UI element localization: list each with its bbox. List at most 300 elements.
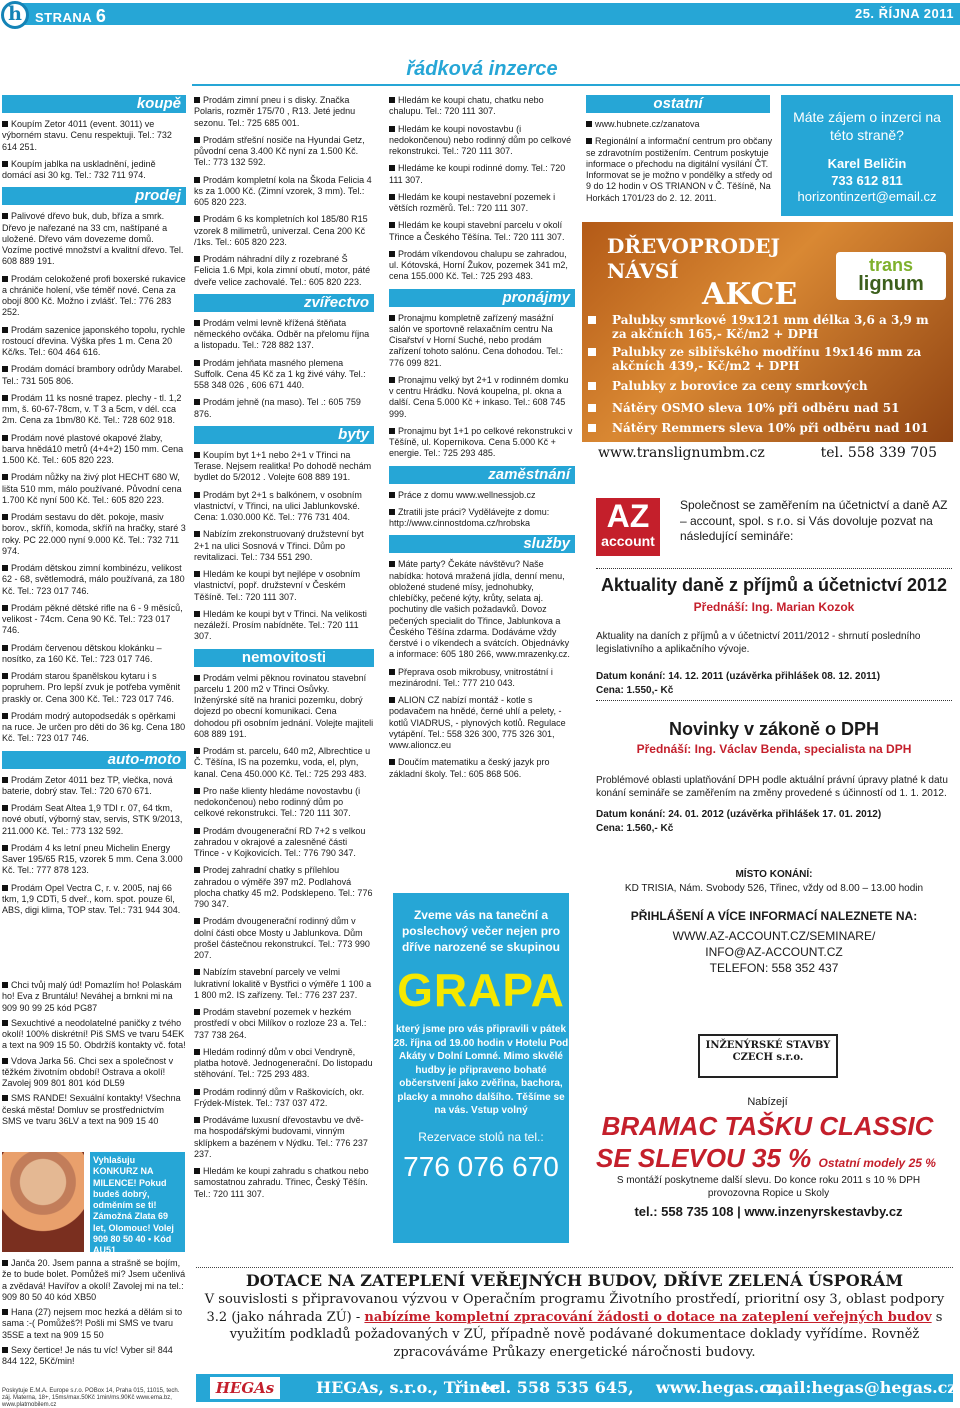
classified-ad (389, 249, 575, 283)
bullet-square-icon (2, 605, 8, 611)
classified-ad (389, 220, 575, 243)
classified-text: ALION CZ nabízí montáž - kotle s podavačem na hnědé, černé uhlí a pelety, - kotlů VIADRUS, - plynových kotlů. Regulace vytápění. Tel.: 558 326 300, 775 326 301, www.alioncz.eu (389, 695, 566, 750)
classified-text: www.hubnete.cz/zanatova (595, 119, 700, 129)
classified-ad (389, 667, 575, 690)
bullet-square-icon (389, 492, 395, 498)
classified-text: Prodám pěkné dětské rifle na 6 - 9 měsíců, velikost - 74cm. Cena 90 Kč. Tel.: 723 017 746. (2, 602, 183, 636)
registration-mail[interactable]: INFO@AZ-ACCOUNT.CZ (705, 945, 843, 959)
classified-ad (194, 826, 374, 860)
classified-text: Hledám ke koupi byt v Třinci. Na velikosti nezáleží. Prosím nabídněte. Tel.: 720 111 307. (194, 608, 367, 642)
classified-ad (586, 136, 776, 204)
classified-text: Přeprava osob mikrobusy, vnitrostátní i mezinárodní. Tel.: 777 210 043. (389, 666, 553, 688)
bullet-square-icon (2, 777, 8, 783)
classified-ad (389, 313, 575, 369)
registration-web[interactable]: WWW.AZ-ACCOUNT.CZ/SEMINARE/ (672, 929, 876, 943)
classified-text: Doučím matematiku a český jazyk pro základní školy. Tel.: 605 868 506. (389, 757, 550, 779)
classified-text: Prodám víkendovou chalupu se zahradou, ul. Kótovská, Horní Žukov, pozemek 341 m2, cena 155.000 Kč. Tel.: 725 293 483. (389, 248, 568, 282)
trans-web[interactable]: www.translignumbm.cz (598, 445, 765, 461)
classified-ad (194, 916, 374, 961)
classified-ad (194, 358, 374, 392)
seminar-2-lecturer: Přednáší: Ing. Václav Benda, specialista na DPH (636, 742, 912, 756)
classified-ad (2, 211, 186, 267)
ing-footer: tel.: 558 735 108 | www.inzenyrskestavby.cz (634, 1204, 903, 1219)
classified-text: Koupím byt 1+1 nebo 2+1 v Třinci na Terase. Nejsem realitka! Po dohodě nechám bydlet do 5/2012 . Volejte 608 889 191. (194, 449, 372, 483)
bullet-square-icon (2, 673, 8, 679)
registration-tel: TELEFON: 558 352 437 (709, 961, 839, 975)
classified-text: Nabízím zrekonstruovaný družstevní byt 2+1 na ulici Sosnová v Třinci. Dům po revitalizaci. Tel.: 734 551 290. (194, 529, 364, 562)
classified-text: Prodám byt 2+1 s balkónem, v osobním vlastnictví, v Třinci, na ulici Jablunkovské. Cena: 1.030.000 Kč. Tel.: 776 731 404. (194, 489, 362, 522)
bullet-square-icon (2, 1347, 8, 1353)
bullet-square-icon (2, 982, 8, 988)
classified-text: Regionální a informační centrum pro občany se zdravotním postižením. Centrum poskytuje informace o přechodu na digitální vysílání ČT. Informovat se je možno v pondělky a středy od 9 do 12 hodin v OS TRIANON v Č. Těšíně, Na Horkách 1701/23 do 2. 12. 2011. (586, 136, 773, 203)
classified-text: Prodám Zetor 4011 bez TP, vlečka, nová baterie, dobrý stav. Tel.: 720 670 671. (2, 774, 173, 796)
contact-phone: 733 612 811 (831, 172, 903, 188)
classified-text: Chci tvůj malý úd! Pomazlím ho! Polaskám ho! Eva z Bruntálu! Neváhej a brnkni mi na 909 90 99 25 kód PG87 (2, 980, 182, 1013)
classified-ad (2, 711, 186, 745)
classified-ad (194, 967, 374, 1001)
hegas-logo: HEGAs (210, 1377, 280, 1399)
dotace-title: DOTACE NA ZATEPLENÍ VEŘEJNÝCH BUDOV, DŘÍVE ZELENÁ ÚSPORÁM (245, 1271, 904, 1290)
classified-ad (2, 980, 186, 1014)
grapa-reservation: Rezervace stolů na tel.: (418, 1129, 544, 1144)
classified-ad (389, 559, 575, 660)
classified-ad (2, 843, 186, 877)
classified-text: Prodáváme luxusní dřevostavbu ve dvě-ma hospodářskými budovami, vinným sklípkem a bazénem v Nýdku. Tel.: 776 237 237. (194, 1115, 368, 1159)
classified-text: Prodám velmi pěknou rovinatou stavební parcelu 1 200 m2 v Třinci Osůvky. Inženýrské sítě na hranici pozemku, dobrý dojezd po obecní komunikaci. Cena dohodou při osobním jednání. Volejte majiteli 608 889 191. (194, 672, 374, 739)
contact-name: Karel Beličin (827, 156, 907, 172)
classified-text: Vdova Jarka 56. Chci sex a společnost v těžkém životním období! Ostrava a okolí! Zavolej 909 801 801 kód DL59 (2, 1055, 174, 1088)
classified-ad (194, 175, 374, 209)
classified-text: Hledám ke koupi chatu, chatku nebo chalupu. Tel.: 720 111 307. (389, 95, 544, 117)
classified-text: Prodám dětskou zimní kombinézu, velikost 62 - 68, světlemodrá, málo používaná, za 180 Kč. Tel.: 723 017 746. (2, 563, 185, 596)
bullet-square-icon (2, 1020, 8, 1026)
classified-text: Pronajmu kompletně zařízený masážní salón ve sportovně relaxačním centru Na Cisařství v Horní Suché, nebo prodám zařízení tohoto salónu. Cena dohodou. Tel.: 776 099 821. (389, 312, 563, 368)
classified-ad (2, 775, 186, 798)
bullet-square-icon (389, 509, 395, 515)
classified-text: Hledám ke koupi zahradu s chatkou nebo samostatnou zahradu. Třinec, Český Těšín. Tel.: 720 111 307. (194, 1166, 369, 1199)
classified-ad (2, 472, 186, 506)
bullet-square-icon (194, 1009, 200, 1015)
classified-text: Prodám st. parcelu, 640 m2, Albrechtice u Č. Těšína, IS na pozemku, voda, el, plyn, kanal. Cena 450.000 Kč. Tel.: 725 293 483. (194, 746, 371, 779)
hegas-web[interactable]: www.hegas.cz, (656, 1378, 784, 1397)
bullet-square-icon (2, 327, 8, 333)
page-number: STRANA 6 (35, 6, 107, 26)
translignum-ad (582, 222, 953, 470)
bullet-square-icon (2, 805, 8, 811)
bullet-square-icon (389, 377, 395, 383)
trans-line: Palubky smrkové 19x121 mm délka 3,6 a 3,9 m za akčních 165,- Kč/m2 + DPH (612, 314, 932, 342)
bullet-square-icon (194, 492, 200, 498)
classified-ad (194, 1115, 374, 1160)
classified-text: Prodám sazenice japonského topolu, rychle rostoucí dřevina. Výška přes 1 m. Cena 20 Kč/ks. Tel.: 604 464 616. (2, 324, 186, 357)
bullet-square-icon (194, 177, 200, 183)
bullet-square-icon (194, 320, 200, 326)
separator (596, 568, 952, 569)
trans-title: DŘEVOPRODEJ NÁVSÍ (607, 234, 780, 283)
section-zvirectvo: zvířectvo (194, 294, 374, 312)
bullet-square-icon (2, 1095, 8, 1101)
classified-text: Pronajmu byt 1+1 po celkové rekonstrukci v Těšíně, ul. Kopernikova. Cena 5.000 Kč + energie. Tel.: 725 293 485. (389, 425, 573, 459)
contact-email[interactable]: horizontinzert@email.cz (797, 188, 937, 204)
classified-ad (194, 318, 374, 352)
classified-ad (389, 426, 575, 460)
classified-ad (194, 569, 374, 603)
bullet-square-icon (2, 713, 8, 719)
seminar-1-price: Cena: 1.550,- Kč (596, 685, 674, 696)
bullet-square-icon (194, 828, 200, 834)
classified-text: Koupím jablka na uskladnění, jedině domácí asi 30 kg. Tel.: 732 711 974. (2, 158, 156, 180)
classified-text: Hledám rodinný dům v obci Vendryně, platba hotově. Jednogenerační. Do listopadu stěhování. Tel.: 725 293 483. (194, 1046, 373, 1080)
classified-text: Prodám stavební pozemek v hezkém prostředí v obci Milíkov o rozloze 23 a. Tel.: 737 738 264. (194, 1007, 367, 1040)
imprint: Poskytuje E.M.A. Europe s.r.o. POBox 14, Praha 015, 11015, tech. záj. Materna, 18+, 15ms/max.50Kč 1min/ms.90Kč www.ema.bz, www.platmobilem.cz (2, 1388, 180, 1408)
classified-ad (194, 1047, 374, 1081)
classified-ad (194, 786, 374, 820)
bullet-square-icon (2, 514, 8, 520)
registration-heading: PŘIHLÁŠENÍ A VÍCE INFORMACÍ NALEZNETE NA: (630, 909, 918, 923)
dotace-ad (196, 1267, 953, 1372)
column-3 (389, 95, 575, 786)
classified-ad (389, 757, 575, 780)
classified-ad (2, 1056, 186, 1090)
grapa-phone: 776 076 670 (403, 1150, 559, 1182)
classified-text: Prodám červenou dětskou klokánku – nosítko, za 160 Kč. Tel.: 723 017 746. (2, 642, 162, 664)
woman-photo (2, 1152, 84, 1252)
classified-ad (389, 192, 575, 215)
classified-ad (2, 1093, 186, 1127)
bullet-square-icon (194, 1168, 200, 1174)
section-koupe: koupě (2, 95, 186, 113)
bullet-square-icon (2, 565, 8, 571)
dotace-text: V souvislosti s připravovanou výzvou v Operačním programu Životního prostředí, prioritní osy 3, oblast podpory 3.2 (jako náhrada ZÚ) - nabízíme kompletní zpracování žádosti o dotace na zateplení veřejných budov s využitím podkladů požadovaných v ZÚ, případně nově podávané dokumentace doklady vyřídíme. Rovněž zpracováváme Průkazy energetické náročnosti budovy. (204, 1292, 945, 1360)
classified-ad (389, 95, 575, 118)
classified-ad (2, 393, 186, 427)
classified-text: Sexuchtivé a neodolatelné paničky z tvého okolí! 100% diskrétní! Piš SMS ve tvaru 54EK a text na 909 15 50. Obdržíš kontakty vč. fota! (2, 1017, 186, 1051)
classified-ad (194, 746, 374, 780)
classified-ad (194, 95, 374, 129)
bullet-square-icon (2, 885, 8, 891)
bullet-square-icon (389, 126, 395, 132)
classified-text: Prodám nové plastové okapové žlaby, barva hnědá10 metrů (4+4+2) 150 mm. Cena 1.500 Kč. Tel.: 605 820 223. (2, 432, 184, 465)
seminar-1-lecturer: Přednáší: Ing. Marian Kozok (693, 600, 855, 614)
zamestnani-list (389, 490, 575, 530)
classified-ad (194, 254, 374, 288)
bullet-square-icon (194, 452, 200, 458)
zvirectvo-list (194, 318, 374, 420)
classified-text: Prodám celokožené profi boxerské rukavice a chrániče holení, vše téměř nové. Cena za obojí 800 Kč. Možno i zvlášť. Tel.: 776 283 252. (2, 273, 186, 318)
bullet-square-icon (2, 161, 8, 167)
section-pronajmy: pronájmy (389, 289, 575, 307)
seminar-2-date: Datum konání: 24. 01. 2012 (uzávěrka přihlášek 17. 01. 2012) (596, 809, 882, 820)
bullet-square-icon (2, 121, 8, 127)
classified-ad (194, 135, 374, 169)
sluzby-list (389, 559, 575, 780)
section-auto-moto: auto-moto (2, 751, 186, 769)
bullet-square-icon (194, 531, 200, 537)
bullet-square-icon (2, 645, 8, 651)
column-4 (586, 95, 773, 210)
issue-date: 25. ŘÍJNA 2011 (854, 6, 954, 21)
classified-text: Nabízím stavební parcely ve velmi lukrativní lokalitě v Bystřici o výměře 1 100 a 1 800 m2. IS zařízeny. Tel.: 776 237 237. (194, 967, 372, 1000)
page-header (0, 0, 960, 30)
bullet-square-icon (389, 165, 395, 171)
classified-ad (2, 563, 186, 597)
translignum-logo: trans lignum (836, 252, 946, 300)
classified-ad (194, 1087, 374, 1110)
section-byty: byty (194, 426, 374, 444)
bullet-square-icon (194, 571, 200, 577)
classified-text: Hledáme ke koupi rodinné domy. Tel.: 720 111 307. (389, 163, 566, 185)
classified-ad (2, 1307, 186, 1341)
bullet-square-icon (194, 1117, 200, 1123)
classified-ad (194, 1166, 374, 1200)
bullet-square-icon (389, 759, 395, 765)
bullet-square-icon (2, 1309, 8, 1315)
bullet-square-icon (194, 256, 200, 262)
place-heading: MÍSTO KONÁNÍ: (735, 869, 813, 880)
classified-text: Ztratili jste práci? Vydělávejte z domu: http://www.cinnostdoma.cz/hrobska (389, 506, 550, 528)
classified-ad (2, 643, 186, 666)
classified-ad (2, 325, 186, 359)
personals-box: Vyhlašuju KONKURZ NA MILENCE! Pokud budeš dobrý, odměním se ti! Zámožná Zlata 69 let, Olomouc! Volej 909 80 50 40 • Kód AU51 (90, 1152, 185, 1252)
bullet-square-icon (389, 315, 395, 321)
bullet-square-icon (2, 845, 8, 851)
bullet-square-icon (194, 748, 200, 754)
bullet-square-icon (389, 251, 395, 257)
classified-ad (2, 159, 186, 182)
classified-text: Pronajmu velký byt 2+1 v rodinném domku v centru Hrádku. Nová koupelna, pl. okna a další. Cena 5.000 Kč + inkaso. Tel.: 608 745 999. (389, 374, 569, 419)
classified-text: Hana (27) nejsem moc hezká a dělám si to sama :-( Pomůžeš?! Pošli mi SMS ve tvaru 35SE a text na 909 15 50 (2, 1307, 183, 1340)
classified-text: Prodám jehňata masného plemena Suffolk. Cena 45 Kč za 1 kg živé váhy. Tel.: 558 348 026 , 606 671 440. (194, 357, 366, 390)
seminar-2-price: Cena: 1.560,- Kč (596, 823, 674, 834)
seminar-2-title: Novinky v zákoně o DPH (668, 719, 880, 739)
classified-text: Janča 20. Jsem panna a strašně se bojím, že to bude bolet. Pomůžeš mi? Jsem učenlivá a zvědavá! Havířov a okolí! Zavolej mi na tel.: 909 80 50 40 kód XB50 (2, 1258, 186, 1302)
hegas-tel: tel. 558 535 645, (482, 1378, 634, 1397)
bullet-square-icon (2, 213, 8, 219)
classified-text: SMS RANDE! Sexuální kontakty! Všechna česká města! Domluv se prostřednictvím SMS ve tvaru 36LV a text na 909 15 40 (2, 1093, 181, 1126)
classified-text: Prodám jehně (na maso). Tel .: 605 759 876. (194, 397, 361, 419)
bullet-square-icon (194, 867, 200, 873)
trans-footer (582, 442, 953, 470)
classified-ad (2, 274, 186, 319)
trans-line: Nátěry OSMO sleva 10% při odběru nad 51 (612, 401, 900, 415)
classified-ad (389, 124, 575, 158)
trans-tel: tel. 558 339 705 (820, 445, 937, 461)
hegas-footer-ad (196, 1374, 957, 1402)
byty-list (194, 450, 374, 643)
trans-akce: AKCE (702, 277, 798, 312)
koupe-list (2, 119, 186, 181)
horizont-logo: h (1, 1, 29, 29)
classified-ad (2, 603, 186, 637)
classified-text: Koupím Zetor 4011 (event. 3011) ve výborném stavu. Cenu respektuji. Tel.: 732 614 251. (2, 119, 172, 152)
grapa-details: který jsme pro vás připravili v pátek 28. října od 19.00 hodin v Hotelu Pod Akáty v Dolní Lomné. Mimo skvělé hudby je připraveno bohaté občerstvení jako zvěřina, bachora, placky a mnoho dalšího. Těšíme se na vás. Vstup volný (393, 1024, 569, 1117)
grapa-ad (393, 893, 569, 1243)
prodej-cont-list (194, 95, 374, 288)
trans-line: Palubky ze sibiřského modřínu 19x146 mm za akčních 439,- Kč/m2 + DPH (612, 346, 932, 374)
hledam-list (389, 95, 575, 283)
bullet-square-icon (389, 222, 395, 228)
bullet-square-icon (194, 611, 200, 617)
ostatni-list (586, 119, 776, 204)
hegas-name: HEGAs, s.r.o., Třinec (316, 1378, 501, 1397)
az-account-logo: AZ account (596, 498, 660, 556)
az-intro: Společnost se zaměřením na účetnictví a daně AZ – account, spol. s r.o. si Vás dovoluje pozvat na následující semináře: (680, 498, 948, 544)
bullet-square-icon (2, 474, 8, 480)
pronajmy-list (389, 313, 575, 460)
bullet-square-icon (389, 669, 395, 675)
bullet-square-icon (2, 435, 8, 441)
bullet-square-icon (194, 216, 200, 222)
classified-ad (2, 1258, 186, 1303)
classified-ad (194, 529, 374, 563)
hegas-mail[interactable]: mail:hegas@hegas.cz (766, 1378, 957, 1397)
trans-line: Nátěry Remmers sleva 10% při odběru nad 101 (612, 421, 929, 435)
grapa-band-name: GRAPA (397, 963, 565, 1016)
classified-ad (389, 695, 575, 751)
classified-ad (194, 673, 374, 741)
classified-ad (389, 490, 575, 501)
classified-text: Prodám dvougenerační rodinný dům v dolní části obce Mosty u Jablunkova. Dům prošel částečnou rekonstrukcí. Tel.: 773 990 207. (194, 916, 370, 960)
classified-text: Prodám nůžky na živý plot HECHT 680 W, lišta 510 mm, málo používané. Původní cena 1.700 Kč nyní 500 Kč. Tel.: 605 820 223. (2, 472, 182, 505)
classified-ad (194, 490, 374, 524)
bullet-square-icon (389, 561, 395, 567)
seminar-1-desc: Aktuality na daních z příjmů a v účetnictví 2011/2012 - shrnutí posledního legislativního a aplikačního vývoje. (596, 631, 921, 655)
classified-text: Prodám Seat Altea 1,9 TDI r. 07, 64 tkm, nové obutí, výborný stav, servis, STK 9/2013, 211.000 Kč. Tel.: 773 132 592. (2, 803, 183, 836)
classified-text: Máte party? Čekáte návštěvu? Naše nabídka: hotová mražená jídla, denní menu, obložené studené mísy, jednohubky, chlebíčky, pečené kýty, krůty, selata aj. pochutiny dle vašich požadavků. Dovoz pečených specialit do Třince, Jablunkova a Českého Těšína zdarma. Dodáváme vždy čerstvé i o víkendech a svátcích. Objednávky a informace: 605 180 266, www.mrazenky.cz. (389, 559, 570, 660)
classified-text: Prodám dvougenerační RD 7+2 s velkou zahradou v okrajové a zalesněné části Třince - v Kojkovicích. Tel.: 776 790 347. (194, 825, 366, 858)
classified-ad (194, 214, 374, 248)
classified-ad (2, 119, 186, 153)
classified-text: Sexy čertice! Je nás tu víc! Vyber si! 844 844 122, 5Kč/min! (2, 1344, 173, 1366)
classified-text: Prodám Opel Vectra C, r. v. 2005, naj 66 tkm, 1,9 CDTi, 5 dveř., kom. spot. pouze 6l, ABS, digi klima, TOP stav. Tel.: 731 944 304. (2, 882, 181, 915)
classified-text: Prodám velmi levně křížená štěňata německého ovčáka. Odběr na přelomu října a listopadu. Tel.: 728 882 137. (194, 317, 370, 351)
bullet-square-icon (194, 788, 200, 794)
classified-text: Hledám ke koupi byt nejlépe v osobním vlastnictví, popř. družstevní v Českém Těšíně. Tel.: 720 111 307. (194, 569, 361, 602)
column-2 (194, 95, 374, 1206)
az-account-ad-footer (582, 862, 953, 1032)
classified-text: Prodám náhradní díly z rozebrané Š Felicia 1.6 Mpi, kola zimní obutí, motor, páté dveře velice zachovalé. Tel.: 605 820 223. (194, 254, 371, 287)
personals-block (2, 980, 186, 1131)
classified-text: Prodej zahradní chatky s přílehlou zahradou o výměře 397 m2. Podlahová plocha chatky 45 m2. Podsklepeno. Tel.: 776 790 347. (194, 865, 373, 909)
bullet-square-icon (194, 1089, 200, 1095)
section-title: řádková inzerce (406, 58, 558, 80)
seminar-1-date: Datum konání: 14. 12. 2011 (uzávěrka přihlášek 08. 12. 2011) (596, 671, 881, 682)
prodej-list (2, 211, 186, 744)
classified-ad (2, 433, 186, 467)
classified-ad (2, 1018, 186, 1052)
nemovitosti-list (194, 673, 374, 1200)
bullet-square-icon (2, 1260, 8, 1266)
classified-text: Prodám 11 ks nosné trapez. plechy - tl. 1,2 mm, š. 60-67-78cm, v. T 3 a 5cm, v dél. cca 2m. Cena za 1bm/80 Kč. Tel.: 728 602 918. (2, 392, 182, 426)
ing-desc: S montáží poskytneme další slevu. Do konce roku 2011 s 10 % DPH provozovna Ropice u Skoly (616, 1175, 921, 1199)
place: KD TRISIA, Nám. Svobody 526, Třinec, vždy od 8.00 – 13.00 hodin (624, 883, 924, 894)
classified-ad (2, 803, 186, 837)
bullet-square-icon (2, 395, 8, 401)
advertising-contact-box (781, 95, 953, 216)
bullet-square-icon (586, 138, 592, 144)
trans-line: Palubky z borovice za ceny smrkových (612, 379, 868, 393)
section-ostatni: ostatní (586, 95, 770, 113)
classified-ad (2, 512, 186, 557)
bullet-square-icon (2, 366, 8, 372)
bullet-square-icon (389, 97, 395, 103)
classified-ad (2, 671, 186, 705)
classified-ad (389, 507, 575, 530)
classified-ad (194, 609, 374, 643)
classified-ad (194, 397, 374, 420)
ing-offer: Nabízejí (747, 1096, 788, 1108)
classified-text: Prodám střešní nosiče na Hyundai Getz, původní cena 3.400 Kč nyní za 1.500 Kč. Tel.: 773 132 592. (194, 134, 365, 168)
bullet-square-icon (194, 675, 200, 681)
classified-ad (389, 163, 575, 186)
classified-text: Palivové dřevo buk, dub, bříza a smrk. Dřevo je nařezané na 33 cm, naštípané a uložené. Dřevo vám dovezeme domů. Vozíme poctivé množství a kvalitní dřevo. Tel. 608 889 191. (2, 211, 184, 267)
classified-ad (194, 865, 374, 910)
grapa-invite: Zveme vás na taneční a poslechový večer nejen pro dříve narozené se skupinou (401, 908, 561, 955)
classified-text: Prodám starou španělskou kytaru i s popruhem. Pro lepší zvuk je potřeba vyměnit praskly or. Cena 300 Kč. Tel.: 723 017 746. (2, 671, 181, 704)
classified-ad (2, 1345, 186, 1368)
bullet-square-icon (586, 121, 592, 127)
bullet-square-icon (2, 1058, 8, 1064)
classified-ad (194, 450, 374, 484)
bullet-square-icon (194, 399, 200, 405)
classified-text: Prodám 6 ks kompletních kol 185/80 R15 vzorek 8 milimetrů, univerzal. Cena 200 Kč /1ks. Tel.: 605 820 223. (194, 214, 368, 247)
section-nemovitosti: nemovitosti (194, 649, 374, 667)
personals-block-2 (2, 1258, 186, 1371)
seminar-1-title: Aktuality daně z příjmů a účetnictví 2012 (600, 575, 948, 595)
bullet-square-icon (194, 97, 200, 103)
classified-ad (2, 883, 186, 917)
bullet-square-icon (2, 276, 8, 282)
title-rule (192, 84, 960, 86)
section-zamestnani: zaměstnání (389, 466, 575, 484)
classified-text: Práce z domu www.wellnessjob.cz (398, 489, 536, 500)
classified-text: Prodám kompletní kola na Škoda Felicia 4 ks za 1.000 Kč. (Zimní vzorek, 3 mm). Tel.: 605 820 223. (194, 174, 372, 207)
column-1 (2, 95, 186, 922)
classified-text: Hledám ke koupi stavební parcelu v okolí Třince a Českého Těšína. Tel.: 720 111 307. (389, 220, 565, 242)
bullet-square-icon (194, 969, 200, 975)
ing-headline-1: BRAMAC TAŠKU CLASSIC (601, 1111, 934, 1141)
az-account-ad (582, 478, 953, 838)
classified-text: Pro naše klienty hledáme novostavbu (i nedokončenou) nebo rodinný dům po celkové rekonstrukci. Tel.: 720 111 307. (194, 785, 361, 819)
bullet-square-icon (389, 697, 395, 703)
classified-text: Prodám 4 ks letní pneu Michelin Energy Saver 195/65 R15, vzorek 5 mm. Cena 3.000 Kč. Tel.: 777 878 123. (2, 842, 183, 876)
bullet-square-icon (194, 360, 200, 366)
classified-text: Prodám zimní pneu i s disky. Značka Polaris, rozměr 175/70 , R13. Jeté jednu sezonu. Tel.: 725 685 001. (194, 95, 356, 128)
section-prodej: prodej (2, 187, 186, 205)
bullet-square-icon (194, 1049, 200, 1055)
classified-text: Prodám sestavu do dět. pokoje, masiv borov., skříň, komoda, skříň na hračky, staré 3 roky. PC 22.000 nyní 9.000 Kč. Tel.: 732 711 974. (2, 512, 186, 556)
classified-ad (2, 364, 186, 387)
bullet-square-icon (389, 194, 395, 200)
classified-ad (389, 375, 575, 420)
classified-text: Hledám ke koupi nestavební pozemek i větších rozměrů. Tel.: 720 111 307. (389, 191, 556, 213)
ing-stavby-logo: INŽENÝRSKÉ STAVBY CZECH s.r.o. (698, 1034, 838, 1078)
classified-text: Hledám ke koupi novostavbu (i nedokončenou) nebo rodinný dům po celkové rekonstrukci. Tel.: 720 111 307. (389, 123, 572, 156)
section-sluzby: služby (389, 535, 575, 553)
header-bar (14, 3, 960, 25)
classified-text: Prodám rodinný dům v Raškovicích, okr. Frýdek-Místek. Tel.: 737 037 472. (194, 1086, 365, 1108)
advertising-question: Máte zájem o inzerci na této straně? (793, 109, 941, 144)
bullet-square-icon (194, 137, 200, 143)
classified-ad (586, 119, 776, 130)
auto-list (2, 775, 186, 917)
classified-ad (194, 1007, 374, 1041)
bullet-square-icon (389, 428, 395, 434)
classified-text: Prodám domácí brambory odrůdy Marabel. Tel.: 731 505 806. (2, 364, 183, 386)
ing-headline-2: SE SLEVOU 35 % Ostatní modely 25 % (596, 1143, 936, 1173)
seminar-2-desc: Problémové oblasti uplatňování DPH podle aktuální právní úpravy platné k datu konání semináře se zaměřením na změny provedené s účinností od 1. 1. 2012. (596, 775, 948, 799)
ing-stavby-ad (582, 1030, 953, 1230)
